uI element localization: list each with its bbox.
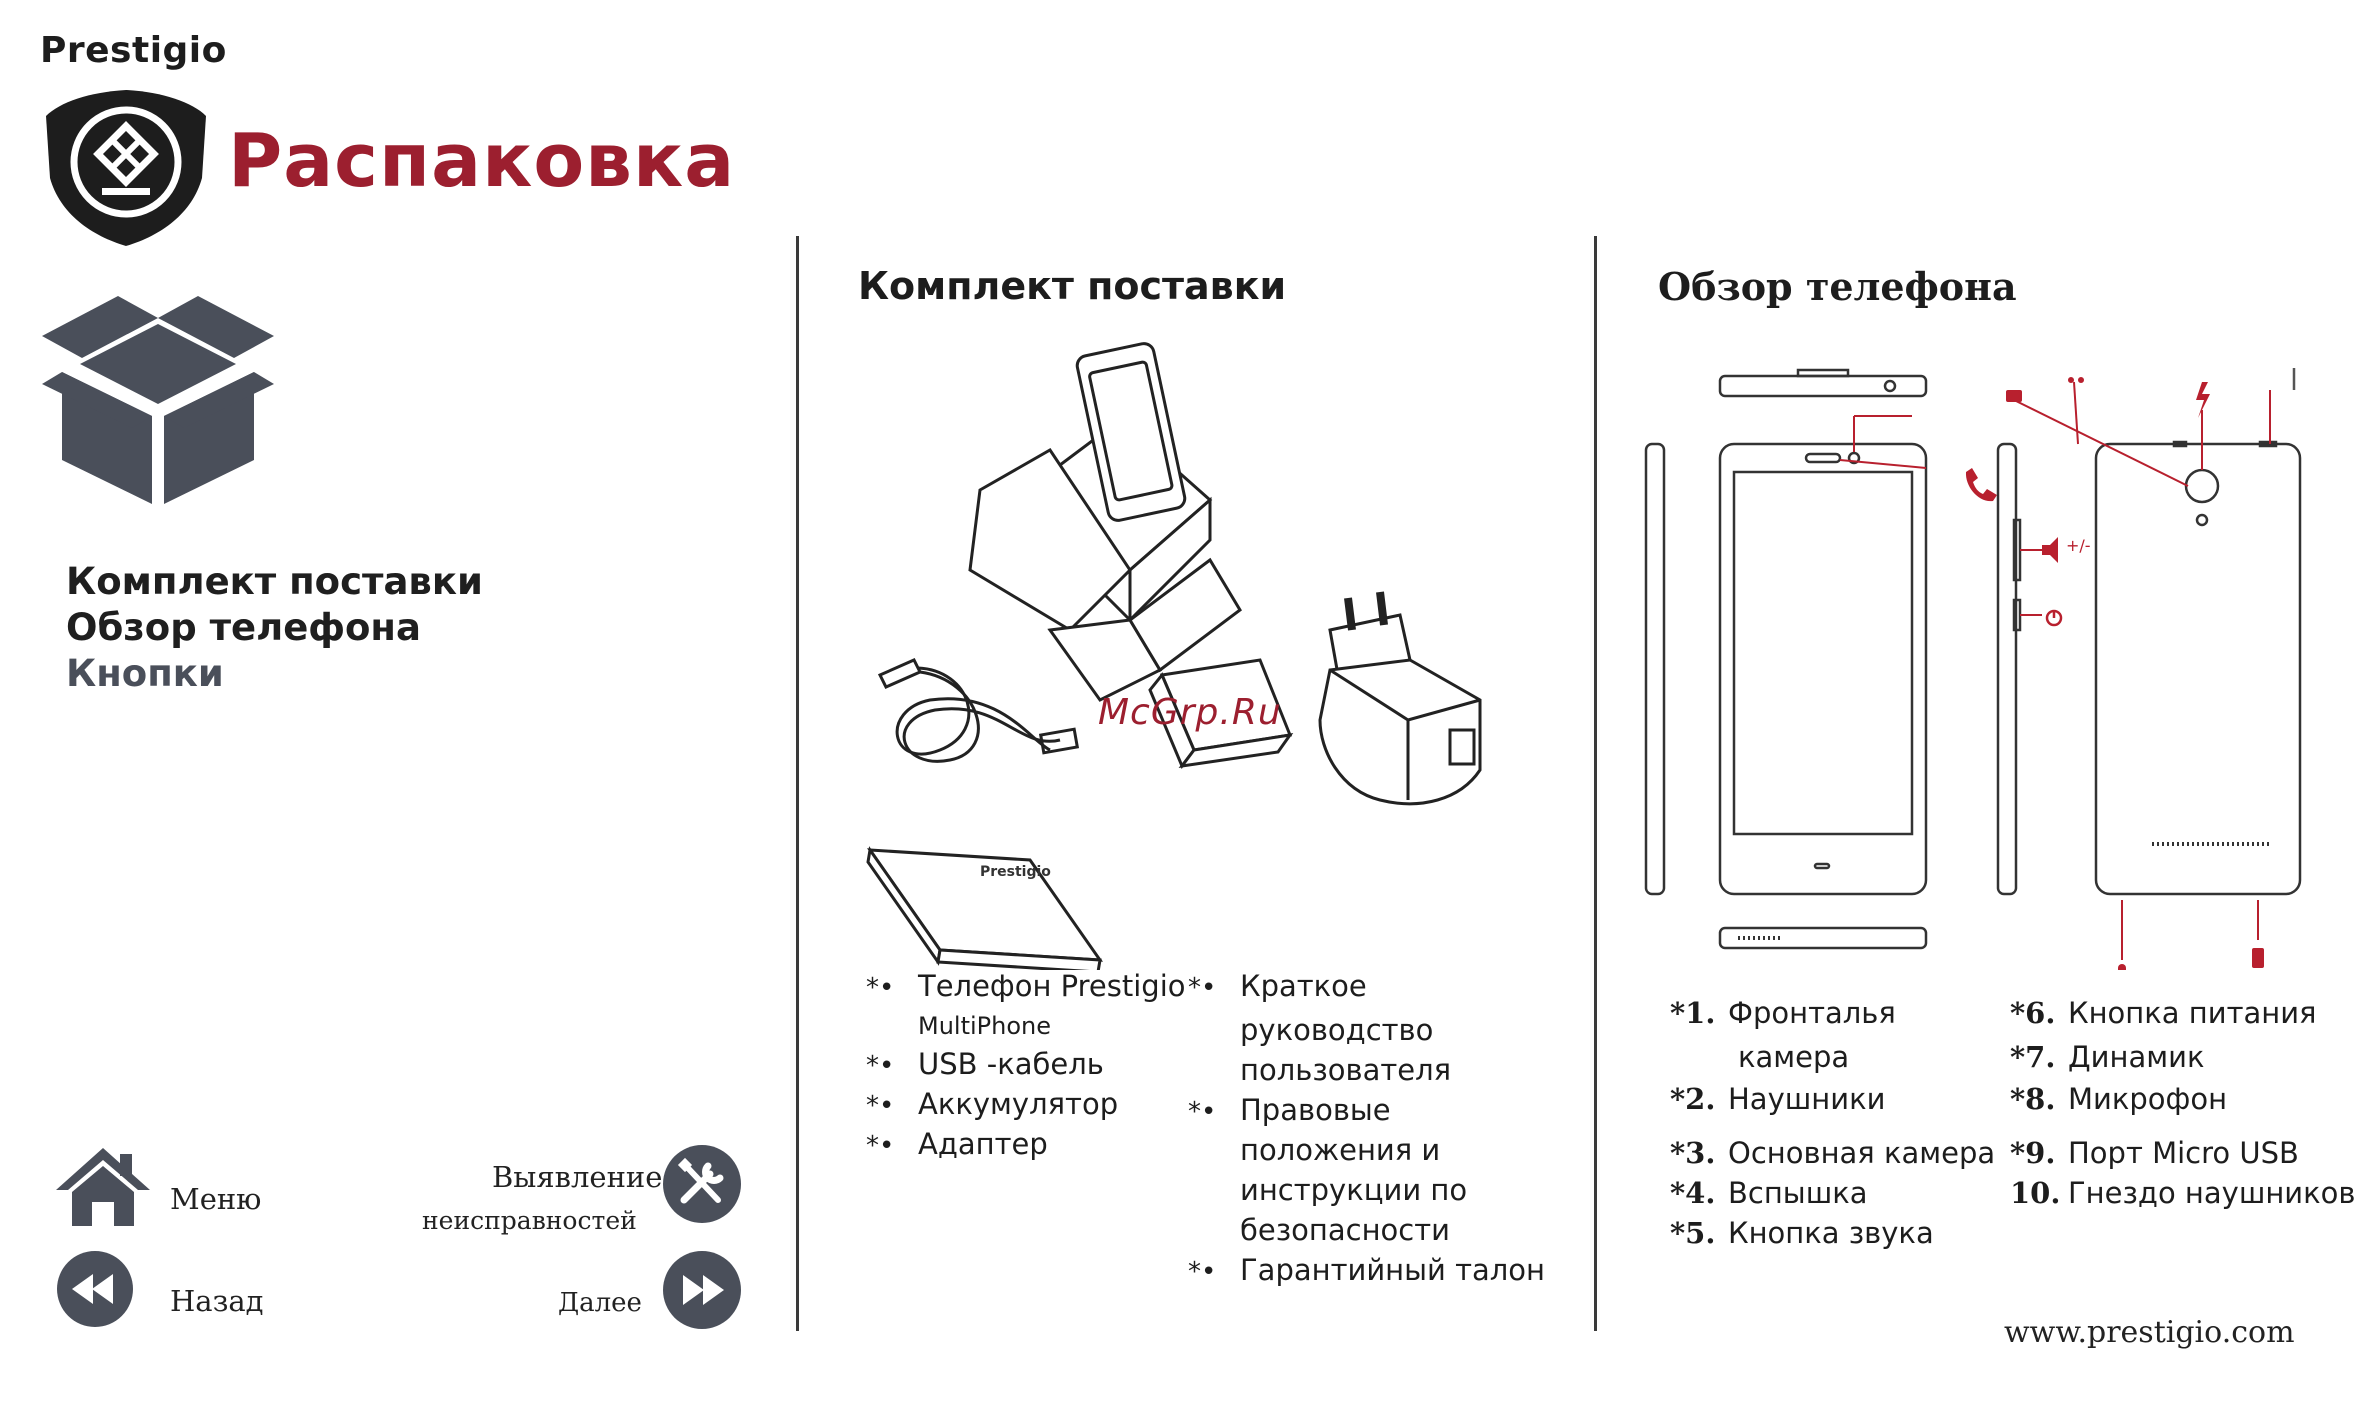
prestigio-logo-icon <box>42 86 210 248</box>
spec-item: Кнопка питания <box>2068 996 2317 1030</box>
phone-diagram <box>1630 360 2330 970</box>
overview-list-left <box>1670 996 2000 1256</box>
package-illustration <box>860 330 1500 970</box>
list-item: Краткое <box>1240 969 1367 1003</box>
spec-number: *5. <box>1670 1216 1716 1250</box>
menu-label[interactable]: Меню <box>170 1182 262 1216</box>
bullet-marker: *• <box>1188 1257 1217 1287</box>
back-label[interactable]: Назад <box>170 1284 264 1318</box>
spec-item: Кнопка звука <box>1728 1216 1934 1250</box>
list-item: Телефон Prestigio <box>918 969 1186 1003</box>
spec-number: *1. <box>1670 996 1716 1030</box>
toc-item-buttons[interactable]: Кнопки <box>66 652 224 695</box>
tools-icon <box>662 1144 742 1224</box>
overview-heading: Обзор телефона <box>1658 264 2017 309</box>
back-button[interactable] <box>56 1250 134 1328</box>
next-button[interactable] <box>662 1250 742 1330</box>
list-item: пользователя <box>1240 1053 1452 1087</box>
overview-list-right <box>2010 996 2370 1210</box>
volume-label: +/- <box>2066 536 2091 555</box>
list-item: USB -кабель <box>918 1047 1104 1081</box>
troubleshoot-label-2[interactable]: неисправностей <box>422 1206 637 1235</box>
website-link[interactable]: www.prestigio.com <box>2004 1315 2295 1350</box>
troubleshoot-label[interactable]: Выявление <box>492 1160 663 1194</box>
list-item: Гарантийный талон <box>1240 1253 1546 1287</box>
spec-number: *2. <box>1670 1082 1716 1116</box>
list-item: положения и <box>1240 1133 1441 1167</box>
spec-item: Фронталья <box>1728 996 1896 1030</box>
home-icon <box>54 1146 152 1228</box>
spec-number: *9. <box>2010 1136 2056 1170</box>
list-item: Аккумулятор <box>918 1087 1119 1121</box>
spec-number: *8. <box>2010 1082 2056 1116</box>
spec-number: 10. <box>2010 1176 2061 1210</box>
spec-item: Порт Micro USB <box>2068 1136 2299 1170</box>
toc-item-overview[interactable]: Обзор телефона <box>66 606 421 649</box>
spec-number: *4. <box>1670 1176 1716 1210</box>
fast-forward-icon <box>662 1250 742 1330</box>
list-item: руководство <box>1240 1013 1434 1047</box>
package-list-left <box>866 966 1196 1206</box>
bullet-marker: *• <box>866 1091 895 1121</box>
spec-number: *3. <box>1670 1136 1716 1170</box>
spec-item: Динамик <box>2068 1040 2205 1074</box>
bullet-marker: *• <box>1188 973 1217 1003</box>
list-item: безопасности <box>1240 1213 1450 1247</box>
spec-number: *6. <box>2010 996 2056 1030</box>
next-label[interactable]: Далее <box>558 1288 642 1318</box>
spec-item: камера <box>1738 1040 1850 1074</box>
bullet-marker: *• <box>866 973 895 1003</box>
list-item: MultiPhone <box>918 1012 1052 1040</box>
spec-item: Основная камера <box>1728 1136 1996 1170</box>
package-list-right <box>1188 966 1568 1306</box>
package-heading: Комплект поставки <box>858 264 1287 308</box>
list-item: Правовые <box>1240 1093 1391 1127</box>
rewind-icon <box>56 1250 134 1328</box>
spec-item: Микрофон <box>2068 1082 2228 1116</box>
svg-text:Prestigio: Prestigio <box>980 864 1051 880</box>
spec-item: Вспышка <box>1728 1176 1868 1210</box>
bullet-marker: *• <box>1188 1097 1217 1127</box>
troubleshoot-button[interactable] <box>662 1144 742 1224</box>
spec-item: Гнездо наушников <box>2068 1176 2356 1210</box>
column-divider-1 <box>796 236 799 1331</box>
bullet-marker: *• <box>866 1131 895 1161</box>
box-icon <box>40 292 276 506</box>
spec-number: *7. <box>2010 1040 2056 1074</box>
column-divider-2 <box>1594 236 1597 1331</box>
list-item: Адаптер <box>918 1127 1048 1161</box>
brand-name: Prestigio <box>40 30 227 71</box>
toc-item-package[interactable]: Комплект поставки <box>66 560 483 603</box>
spec-item: Наушники <box>1728 1082 1886 1116</box>
menu-button[interactable] <box>54 1146 152 1228</box>
list-item: инструкции по <box>1240 1173 1468 1207</box>
bullet-marker: *• <box>866 1051 895 1081</box>
watermark: McGrp.Ru <box>1098 692 1282 733</box>
page-title: Распаковка <box>228 118 736 204</box>
